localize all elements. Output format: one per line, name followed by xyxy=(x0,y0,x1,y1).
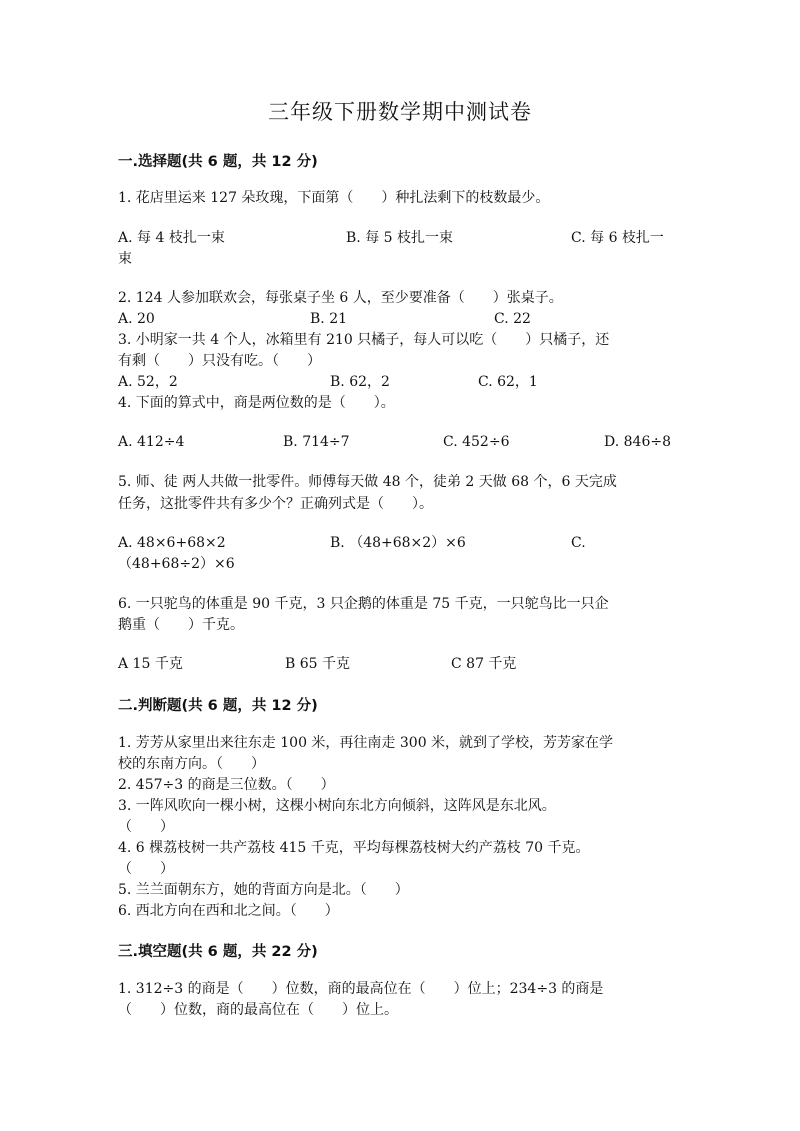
option-c: C. xyxy=(571,535,586,551)
judge-line: 校的东南方向。（ ） xyxy=(118,756,265,772)
option-b: B. 62，2 xyxy=(330,374,390,390)
option-c: C. 22 xyxy=(494,311,531,327)
judge-line: 1. 芳芳从家里出来往东走 100 米，再往南走 300 米，就到了学校，芳芳家在学 xyxy=(118,735,614,751)
judge-line: 6. 西北方向在西和北之间。（ ） xyxy=(118,903,339,919)
question-text-cont: 鹅重（ ）千克。 xyxy=(118,617,244,633)
judge-line: 5. 兰兰面朝东方，她的背面方向是北。（ ） xyxy=(118,882,409,898)
question-text: 3. 小明家一共 4 个人，冰箱里有 210 只橘子，每人可以吃（ ）只橘子，还 xyxy=(118,332,610,348)
option-b: B 65 千克 xyxy=(285,656,351,672)
option-b: B. （48+68×2）×6 xyxy=(330,535,466,551)
option-b: B. 21 xyxy=(310,311,348,327)
section-heading-judge: 二.判断题(共 6 题，共 12 分) xyxy=(118,698,318,714)
question-text-cont: 有剩（ ）只没有吃。（ ） xyxy=(118,353,321,369)
option-a: A. 48×6+68×2 xyxy=(118,535,226,551)
option-a: A. 每 4 枝扎一束 xyxy=(118,230,225,246)
option-c: C 87 千克 xyxy=(451,656,517,672)
option-d: D. 846÷8 xyxy=(604,434,671,450)
judge-line: 3. 一阵风吹向一棵小树，这棵小树向东北方向倾斜，这阵风是东北风。 xyxy=(118,798,556,814)
option-a: A. 412÷4 xyxy=(118,434,185,450)
judge-line: （ ） xyxy=(118,861,174,877)
section-heading-choice: 一.选择题(共 6 题，共 12 分) xyxy=(118,154,318,170)
fill-line: （ ）位数，商的最高位在（ ）位上。 xyxy=(118,1002,398,1018)
option-c: C. 452÷6 xyxy=(443,434,510,450)
option-c-wrap: （48+68÷2）×6 xyxy=(118,556,235,572)
option-a: A 15 千克 xyxy=(118,656,183,672)
question-text: 1. 花店里运来 127 朵玫瑰，下面第（ ）种扎法剩下的枝数最少。 xyxy=(118,190,550,206)
option-c: C. 每 6 枝扎一 xyxy=(571,230,664,246)
question-text: 4. 下面的算式中，商是两位数的是（ ）。 xyxy=(118,395,395,411)
judge-line: 4. 6 棵荔枝树一共产荔枝 415 千克，平均每棵荔枝树大约产荔枝 70 千克。 xyxy=(118,840,590,856)
option-a: A. 52，2 xyxy=(118,374,178,390)
judge-line: （ ） xyxy=(118,819,174,835)
question-text: 2. 124 人参加联欢会，每张桌子坐 6 人，至少要准备（ ）张桌子。 xyxy=(118,290,563,306)
question-text: 5. 师、徒 两人共做一批零件。师傅每天做 48 个，徒弟 2 天做 68 个，6 天完成 xyxy=(118,474,617,490)
option-b: B. 714÷7 xyxy=(283,434,350,450)
judge-line: 2. 457÷3 的商是三位数。（ ） xyxy=(118,777,335,793)
section-heading-fill: 三.填空题(共 6 题，共 22 分) xyxy=(118,944,318,960)
option-c: C. 62，1 xyxy=(478,374,538,390)
page-title: 三年级下册数学期中测试卷 xyxy=(268,100,532,124)
question-text: 6. 一只驼鸟的体重是 90 千克，3 只企鹅的体重是 75 千克，一只鸵鸟比一只企 xyxy=(118,596,609,612)
question-text-cont: 任务，这批零件共有多少个？正确列式是（ ）。 xyxy=(118,496,433,512)
option-c-wrap: 束 xyxy=(118,251,132,267)
option-a: A. 20 xyxy=(118,311,155,327)
option-b: B. 每 5 枝扎一束 xyxy=(346,230,453,246)
fill-line: 1. 312÷3 的商是（ ）位数，商的最高位在（ ）位上；234÷3 的商是 xyxy=(118,981,604,997)
